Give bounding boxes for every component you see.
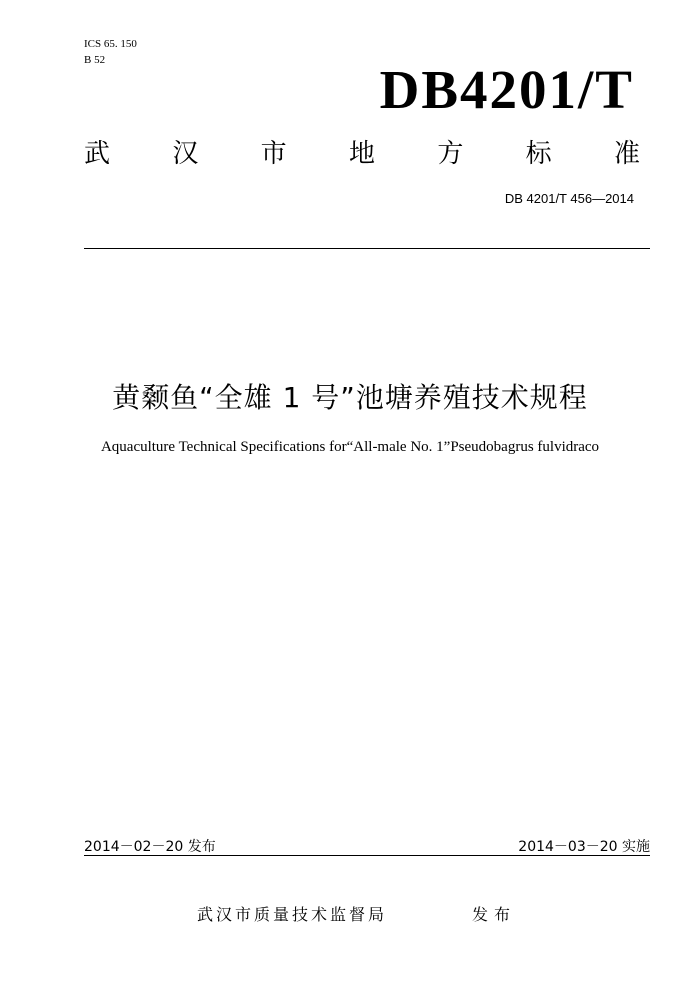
footer-divider — [84, 855, 650, 856]
issue-date: 2014－02－20 发布 — [84, 839, 216, 855]
category-code: B 52 — [84, 54, 106, 66]
local-standard-char: 武 — [84, 139, 111, 169]
standard-number: DB 4201/T 456—2014 — [504, 191, 634, 206]
local-standard-char: 地 — [348, 139, 375, 169]
local-standard-char: 汉 — [172, 139, 199, 169]
implementation-date: 2014－03－20 实施 — [518, 839, 650, 855]
local-standard-char: 准 — [613, 139, 640, 169]
issue-label: 发布 — [472, 905, 517, 924]
ics-code: ICS 65. 150 — [84, 38, 137, 50]
header-divider — [84, 248, 650, 249]
classification-codes — [84, 36, 137, 68]
local-standard-heading — [84, 138, 640, 170]
document-title-chinese: 黄颡鱼“全雄 1 号”池塘养殖技术规程 — [112, 381, 588, 414]
document-title-english: Aquaculture Technical Specifications for“All-male No. 1”Pseudobagrus fulvidraco — [100, 439, 600, 455]
issuing-authority: 武汉市质量技术监督局 — [197, 905, 388, 924]
local-standard-char: 方 — [437, 139, 464, 169]
local-standard-char: 标 — [525, 139, 552, 169]
standard-logo: DB4201/T — [379, 59, 634, 120]
local-standard-char: 市 — [260, 139, 287, 169]
